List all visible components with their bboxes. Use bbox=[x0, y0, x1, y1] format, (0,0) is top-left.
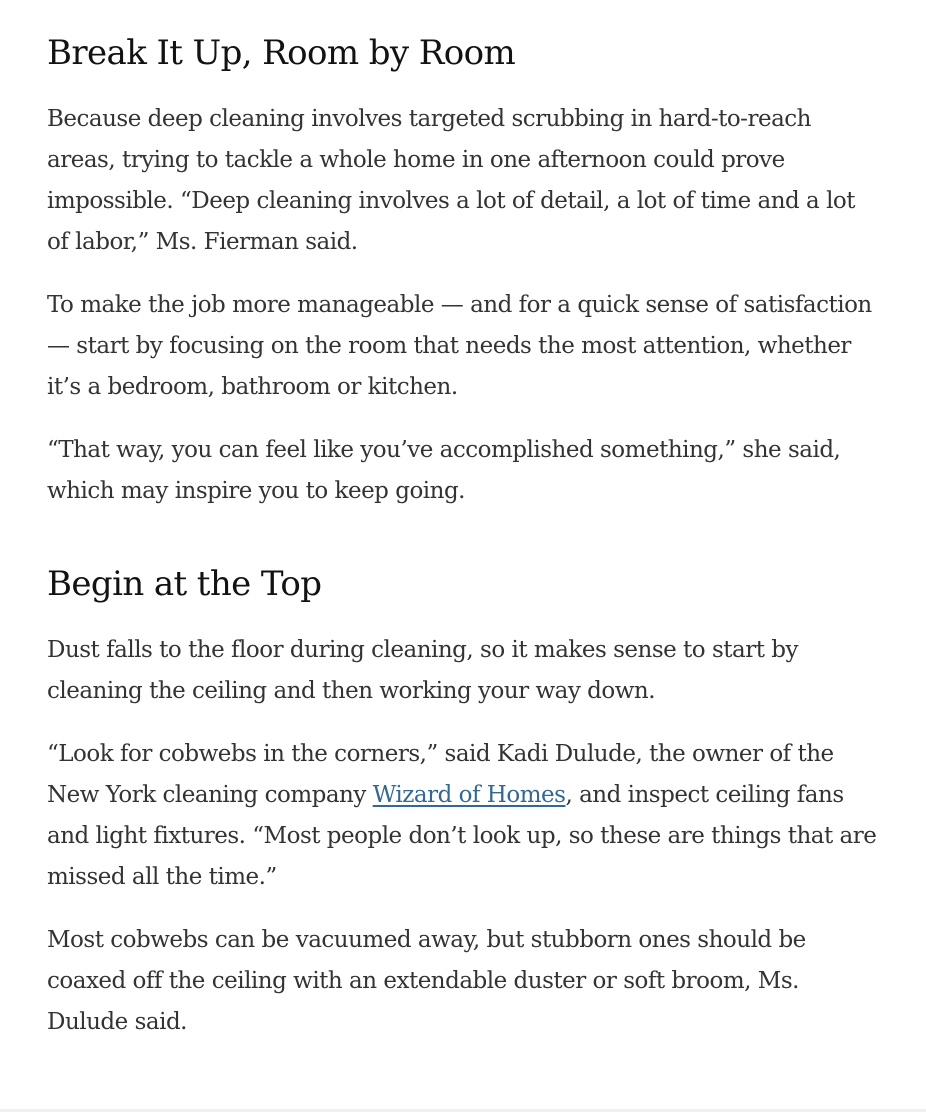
section-heading-begin-at-the-top: Begin at the Top bbox=[47, 564, 322, 604]
wizard-of-homes-link[interactable]: Wizard of Homes bbox=[372, 782, 566, 808]
section-heading-break-it-up: Break It Up, Room by Room bbox=[47, 33, 516, 73]
paragraph: Most cobwebs can be vacuumed away, but stubborn ones should be coaxed off the ceiling with an extendable duster or soft broom, Ms. Dulude said. bbox=[47, 927, 806, 1035]
paragraph: To make the job more manageable — and for a quick sense of satisfaction — start by focusing on the room that needs the most attention, whether it’s a bedroom, bathroom or kitchen. bbox=[47, 292, 872, 400]
paragraph: Dust falls to the floor during cleaning, so it makes sense to start by cleaning the ceiling and then working your way down. bbox=[47, 637, 798, 704]
paragraph: “That way, you can feel like you’ve accomplished something,” she said, which may inspire you to keep going. bbox=[47, 437, 841, 504]
paragraph: Because deep cleaning involves targeted scrubbing in hard-to-reach areas, trying to tackle a whole home in one afternoon could prove impossible. “Deep cleaning involves a lot of detail, a lot of time and a lot of labor,” Ms. Fierman said. bbox=[47, 106, 856, 255]
paragraph-text-before-link: “Look for cobwebs in the corners,” said Kadi Dulude, the owner of the New York cleaning company bbox=[47, 741, 834, 808]
article-body bbox=[47, 0, 877, 1043]
paragraph-with-link bbox=[47, 734, 877, 898]
paragraph-text-after-link: , and inspect ceiling fans and light fixtures. “Most people don’t look up, so these are things that are missed all the time.” bbox=[47, 782, 877, 890]
